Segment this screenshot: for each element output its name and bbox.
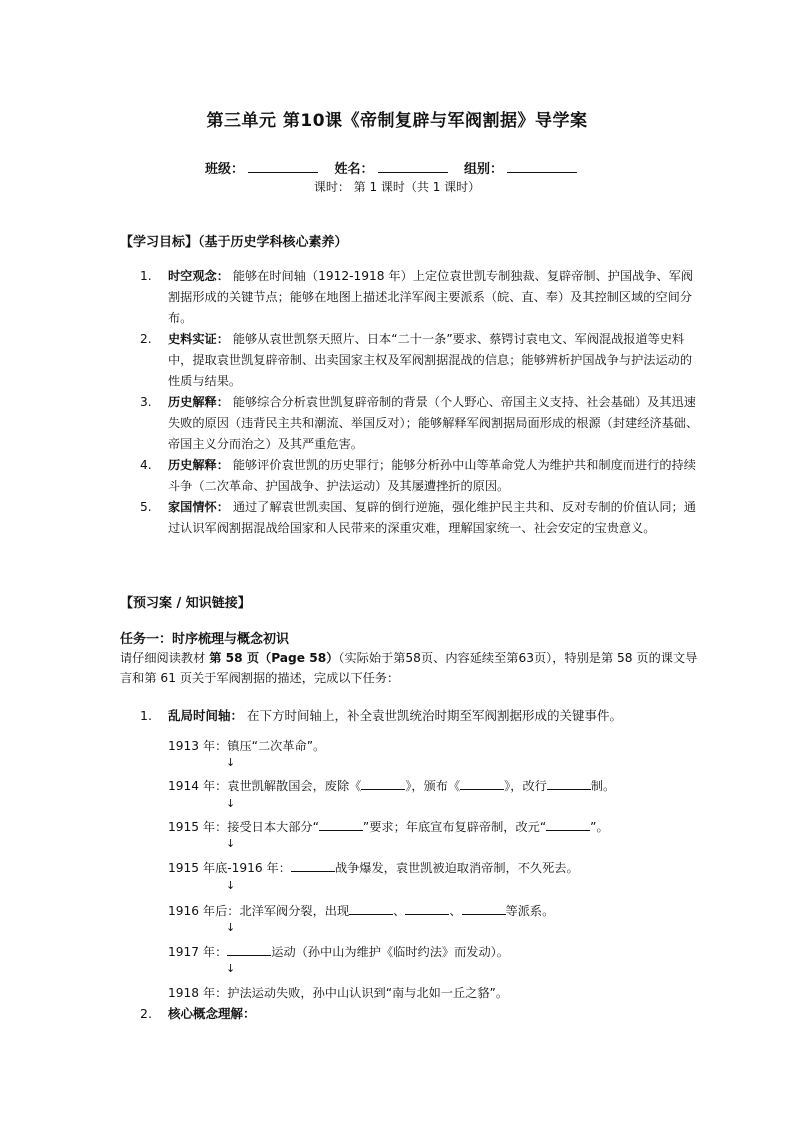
blank-field[interactable] [227, 945, 271, 956]
page-reference: 第 58 页（Page 58） [209, 651, 339, 665]
name-label: 姓名： [334, 162, 374, 177]
timeline-entry-1915-1916: 1915 年底-1916 年： 战争爆发，袁世凯被迫取消帝制，不久死去。 [168, 861, 579, 875]
goal-item: 4. 历史解释： 能够评价袁世凯的历史罪行；能够分析孙中山等革命党人为维护共和制度而进行的持续斗争（二次革命、护国战争、护法运动）及其屡遭挫折的原因。 [140, 458, 696, 493]
blank-field[interactable] [349, 904, 393, 915]
blank-field[interactable] [462, 904, 506, 915]
goal-item: 5. 家国情怀： 通过了解袁世凯卖国、复辟的倒行逆施，强化维护民主共和、反对专制的价值认同；通过认识军阀割据混战给国家和人民带来的深重灾难，理解国家统一、社会安定的宝贵意义。 [140, 500, 696, 535]
timeline-entry-1914: 1914 年：袁世凯解散国会，废除《 》，颁布《 》，改行 制。 [168, 779, 616, 793]
task-intro: 请仔细阅读教材 第 58 页（Page 58）（实际始于第58页、内容延续至第63页），特别是第 58 页的课文导言和第 61 页关于军阀割据的描述，完成以下任务： [120, 651, 698, 685]
student-info-row [0, 158, 794, 177]
preview-heading: 【预习案 / 知识链接】 [120, 596, 251, 611]
down-arrow-icon: ↓ [226, 756, 236, 769]
blank-field[interactable] [361, 779, 405, 790]
group-label: 组别： [464, 162, 504, 177]
class-label: 班级： [204, 162, 244, 177]
blank-field[interactable] [460, 779, 504, 790]
goals-list [140, 266, 700, 539]
subtask-concepts: 2. 核心概念理解： [140, 1006, 256, 1021]
timeline-entry-1916: 1916 年后：北洋军阀分裂，出现 、 、 等派系。 [168, 904, 555, 918]
blank-field[interactable] [546, 820, 590, 831]
timeline-entry-1918: 1918 年：护法运动失败，孙中山认识到“南与北如一丘之貉”。 [168, 986, 509, 1000]
goals-heading: 【学习目标】（基于历史学科核心素养） [120, 235, 348, 250]
page-title: 第三单元 第10课《帝制复辟与军阀割据》导学案 [206, 111, 588, 131]
down-arrow-icon: ↓ [226, 797, 236, 810]
down-arrow-icon: ↓ [226, 837, 236, 850]
blank-field[interactable] [547, 779, 591, 790]
subtask-timeline: 1. 乱局时间轴： 在下方时间轴上，补全袁世凯统治时期至军阀割据形成的关键事件。 [140, 708, 623, 723]
blank-field[interactable] [405, 904, 449, 915]
timeline-entry-1917: 1917 年： 运动（孙中山为维护《临时约法》而发动）。 [168, 945, 509, 959]
blank-field[interactable] [291, 861, 335, 872]
down-arrow-icon: ↓ [226, 962, 236, 975]
task-title: 任务一：时序梳理与概念初识 [120, 632, 290, 647]
blank-field[interactable] [319, 820, 363, 831]
timeline-entry-1915: 1915 年：接受日本大部分“ ”要求；年底宣布复辟帝制，改元“ ”。 [168, 820, 609, 834]
timeline-entry-1913: 1913 年：镇压“二次革命”。 [168, 739, 326, 753]
name-field[interactable] [378, 160, 448, 173]
group-field[interactable] [507, 160, 577, 173]
down-arrow-icon: ↓ [226, 921, 236, 934]
goal-item: 3. 历史解释： 能够综合分析袁世凯复辟帝制的背景（个人野心、帝国主义支持、社会基础）及其迅速失败的原因（违背民主共和潮流、举国反对）；能够解释军阀割据局面形成的根源（封建经济基础、帝国主义分而治之）及其严重危害。 [140, 395, 699, 451]
goal-item: 1. 时空观念： 能够在时间轴（1912-1918 年）上定位袁世凯专制独裁、复辟帝制、护国战争、军阀割据形成的关键节点；能够在地图上描述北洋军阀主要派系（皖、直、奉）及其控制区域的空间分布。 [140, 269, 694, 325]
down-arrow-icon: ↓ [226, 879, 236, 892]
lesson-time: 课时： 第 1 课时（共 1 课时） [313, 180, 481, 194]
goal-item: 2. 史料实证： 能够从袁世凯祭天照片、日本“二十一条”要求、蔡锷讨袁电文、军阀混战报道等史料中，提取袁世凯复辟帝制、出卖国家主权及军阀割据混战的信息；能够辨析护国战争与护法运动的性质与结果。 [140, 332, 693, 388]
class-field[interactable] [248, 160, 318, 173]
